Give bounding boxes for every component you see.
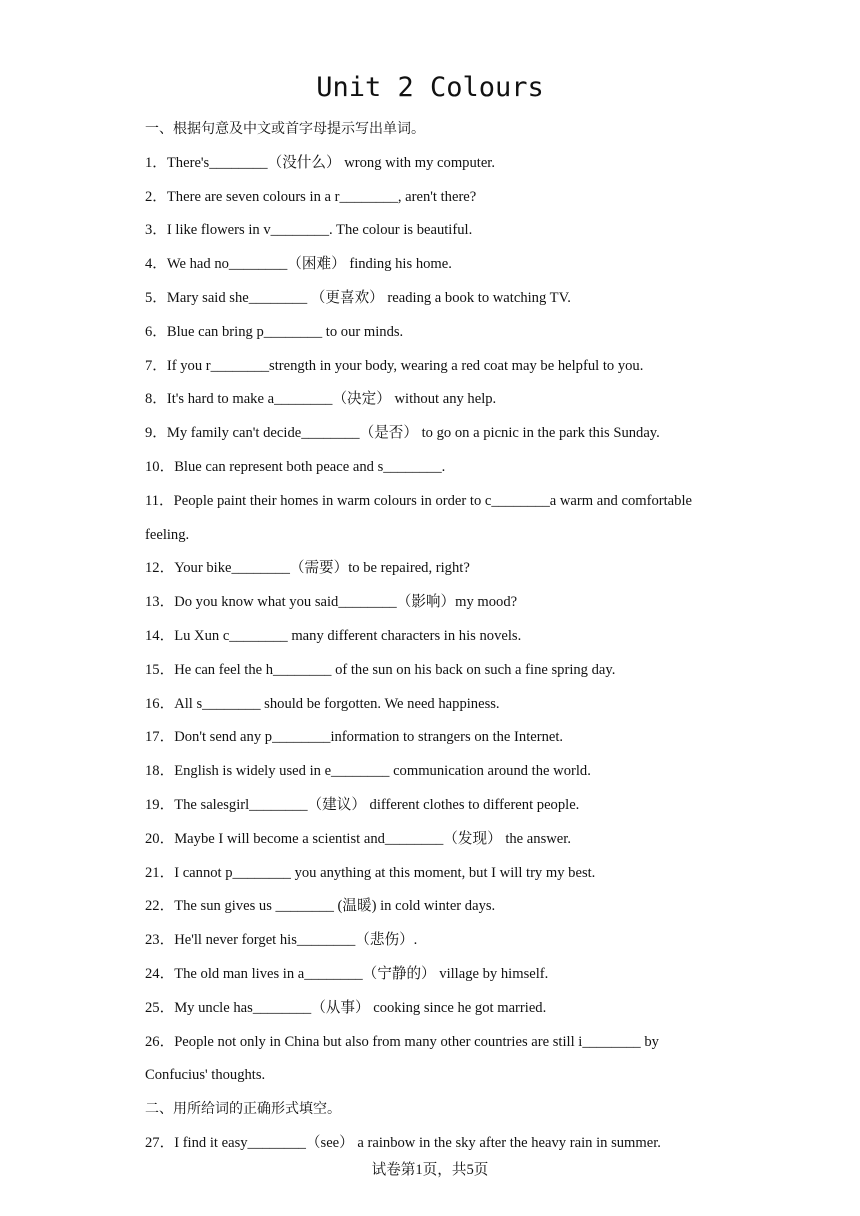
question-line: 19．The salesgirl________（建议） different clothes to different people. (145, 796, 580, 813)
section-heading: 一、根据句意及中文或首字母提示写出单词。 (145, 121, 425, 137)
question-line: 15．He can feel the h________ of the sun on his back on such a fine spring day. (145, 661, 616, 678)
section-heading: 二、用所给词的正确形式填空。 (145, 1101, 341, 1118)
question-line: 25．My uncle has________（从事） cooking since he got married. (145, 999, 547, 1016)
question-line: 8．It's hard to make a________（决定） without any help. (145, 391, 497, 408)
question-line: 6．Blue can bring p________ to our minds. (145, 323, 404, 340)
question-line: 16．All s________ should be forgotten. We need happiness. (145, 695, 500, 712)
question-line: 27．I find it easy________（see） a rainbow in the sky after the heavy rain in summer. (145, 1134, 661, 1151)
question-line: 12．Your bike________（需要）to be repaired, right? (145, 560, 470, 577)
question-line: 3．I like flowers in v________. The colour is beautiful. (145, 222, 473, 239)
question-line: 22．The sun gives us ________ (温暖) in cold winter days. (145, 898, 496, 915)
page-title: Unit 2 Colours (316, 72, 544, 103)
question-line: feeling. (145, 526, 190, 543)
question-line: 5．Mary said she________ （更喜欢） reading a book to watching TV. (145, 289, 571, 306)
question-line: 7．If you r________strength in your body, wearing a red coat may be helpful to you. (145, 357, 644, 374)
question-line: 23．He'll never forget his________（悲伤）. (145, 932, 418, 949)
question-line: 9．My family can't decide________（是否） to go on a picnic in the park this Sunday. (145, 425, 660, 442)
question-line: 20．Maybe I will become a scientist and________（发现） the answer. (145, 830, 571, 847)
question-line: 4．We had no________（困难） finding his home. (145, 256, 452, 273)
question-line: 21．I cannot p________ you anything at this moment, but I will try my best. (145, 864, 596, 881)
question-line: 2．There are seven colours in a r________, aren't there? (145, 188, 477, 205)
question-line: 10．Blue can represent both peace and s________. (145, 458, 446, 475)
page-footer: 试卷第1页，共5页 (371, 1162, 489, 1178)
question-line: 1．There's________（没什么） wrong with my computer. (145, 154, 496, 171)
question-line: 14．Lu Xun c________ many different characters in his novels. (145, 627, 522, 644)
exercise-content (145, 113, 725, 1161)
question-line: 24．The old man lives in a________（宁静的） village by himself. (145, 965, 549, 982)
question-line: 26．People not only in China but also from many other countries are still i________ by (145, 1033, 659, 1050)
question-line: Confucius' thoughts. (145, 1067, 266, 1084)
question-line: 13．Do you know what you said________（影响）my mood? (145, 594, 518, 611)
question-line: 17．Don't send any p________information to strangers on the Internet. (145, 729, 564, 746)
question-line: 11．People paint their homes in warm colours in order to c________a warm and comfortable (145, 492, 692, 509)
question-line: 18．English is widely used in e________ communication around the world. (145, 763, 591, 780)
